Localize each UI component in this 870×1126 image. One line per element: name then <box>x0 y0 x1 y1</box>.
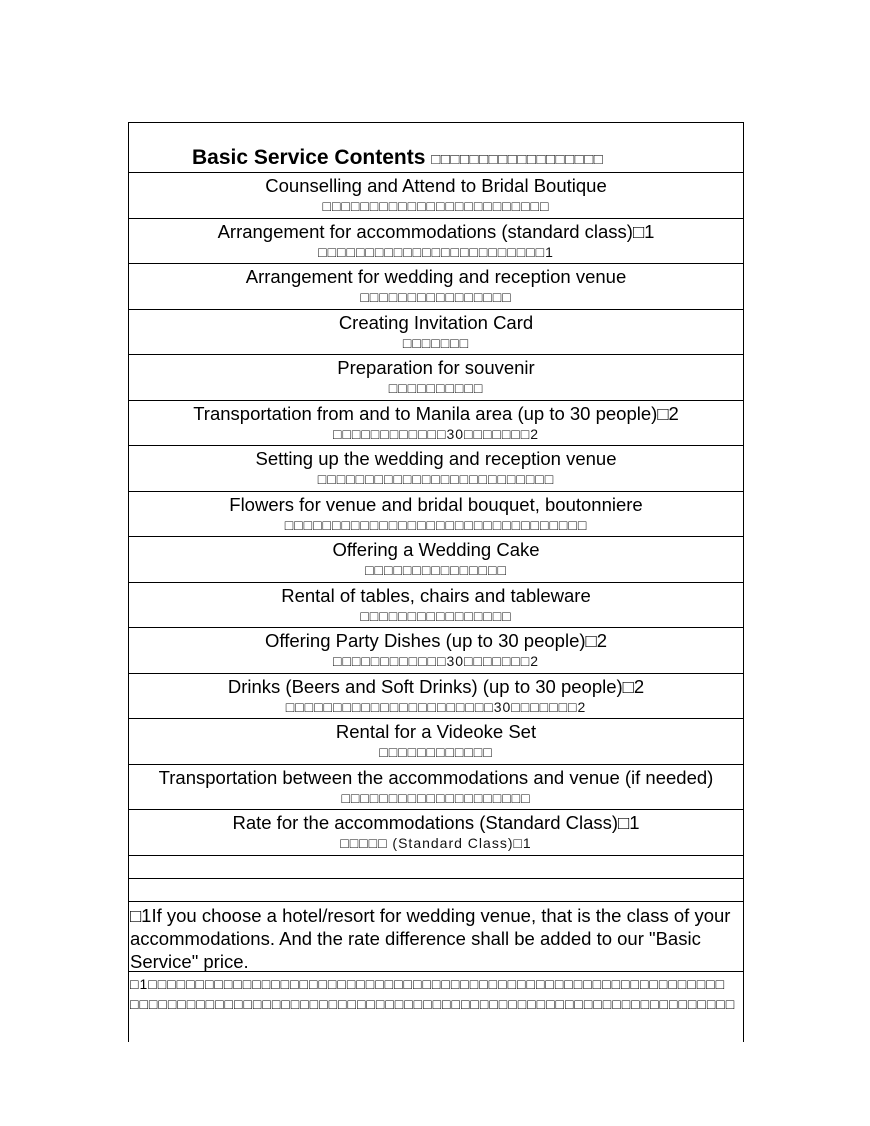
title-row <box>129 123 743 173</box>
service-item-jp: □□□□□□□□□□□□□□□□ <box>360 607 512 624</box>
service-item-en: Rental for a Videoke Set <box>335 721 537 742</box>
service-item-jp: □□□□□ (Standard Class)□1 <box>340 835 532 851</box>
service-item-en: Offering a Wedding Cake <box>332 539 540 560</box>
page-title <box>192 146 603 170</box>
service-items <box>129 173 743 856</box>
service-item-jp: □□□□□□□□□□□□□□□□□□□□□□□□□□□□□□□□ <box>284 516 588 533</box>
service-item-en: Transportation from and to Manila area (up to 30 people)□2 <box>193 402 679 424</box>
service-item-jp: □□□□□□□□□□□□□□□□□□□□□□□□□ <box>317 471 555 487</box>
service-item-jp: □□□□□□□□□□□□□□□□□□□□□□□□1 <box>318 243 554 260</box>
service-item-en: Setting up the wedding and reception venue <box>255 448 617 469</box>
service-item-en: Preparation for souvenir <box>337 357 535 378</box>
service-item-row <box>129 446 743 492</box>
footnote-jp <box>129 972 743 1042</box>
service-item-jp: □□□□□□□□□□□□□□□□□□□□ <box>341 789 531 806</box>
service-item-en: Counselling and Attend to Bridal Boutique <box>265 175 607 196</box>
service-item-jp: □□□□□□□ <box>402 334 470 351</box>
service-item-en: Creating Invitation Card <box>338 311 534 333</box>
service-item-row <box>129 173 743 219</box>
service-table <box>128 122 744 1042</box>
footnote-jp-line-2: □□□□□□□□□□□□□□□□□□□□□□□□□□□□□□□□□□□□□□□□□□□□□□□□□□□□□□□□□□□□□□□□ <box>130 995 736 1012</box>
service-item-row <box>129 264 743 310</box>
service-item-row <box>129 719 743 765</box>
service-item-en: Transportation between the accommodations and venue (if needed) <box>158 766 714 788</box>
service-item-row <box>129 219 743 265</box>
service-item-jp: □□□□□□□□□□□□□□□□□□□□□□30□□□□□□□2 <box>285 698 587 715</box>
service-item-en: Arrangement for wedding and reception venue <box>245 266 627 287</box>
service-item-jp: □□□□□□□□□□□□□□□ <box>365 562 507 578</box>
service-item-row <box>129 492 743 538</box>
service-item-row <box>129 537 743 583</box>
service-item-jp: □□□□□□□□□□ <box>388 380 484 396</box>
service-item-row <box>129 674 743 720</box>
service-item-row <box>129 310 743 356</box>
title-jp: □□□□□□□□□□□□□□□□□□ <box>431 151 604 168</box>
service-item-row <box>129 765 743 811</box>
service-item-en: Flowers for venue and bridal bouquet, boutonniere <box>229 493 643 515</box>
service-item-row <box>129 810 743 856</box>
footnote-jp-line-1: □1□□□□□□□□□□□□□□□□□□□□□□□□□□□□□□□□□□□□□□□□□□□□□□□□□□□□□□□□□□□□□ <box>130 975 726 992</box>
service-item-row <box>129 355 743 401</box>
service-item-en: Rental of tables, chairs and tableware <box>281 584 591 606</box>
service-item-en: Arrangement for accommodations (standard class)□1 <box>217 220 655 242</box>
service-item-en: Offering Party Dishes (up to 30 people)□2 <box>265 630 607 651</box>
service-item-jp: □□□□□□□□□□□□□□□□□□□□□□□□ <box>322 198 550 214</box>
service-item-en: Rate for the accommodations (Standard Class)□1 <box>232 812 640 833</box>
empty-row <box>129 856 743 879</box>
service-item-row <box>129 583 743 629</box>
service-item-jp: □□□□□□□□□□□□□□□□ <box>360 289 512 305</box>
service-item-jp: □□□□□□□□□□□□30□□□□□□□2 <box>332 653 540 669</box>
empty-row <box>129 879 743 902</box>
service-item-en: Drinks (Beers and Soft Drinks) (up to 30 people)□2 <box>227 675 645 697</box>
service-item-row <box>129 401 743 447</box>
title-text: Basic Service Contents <box>192 146 426 169</box>
service-item-row <box>129 628 743 674</box>
service-item-jp: □□□□□□□□□□□□ <box>379 744 493 760</box>
footnote-en: □1If you choose a hotel/resort for wedding venue, that is the class of your accommodations. And the rate difference shall be added to our "Basic Service" price. <box>129 902 743 972</box>
service-item-jp: □□□□□□□□□□□□30□□□□□□□2 <box>332 425 540 442</box>
